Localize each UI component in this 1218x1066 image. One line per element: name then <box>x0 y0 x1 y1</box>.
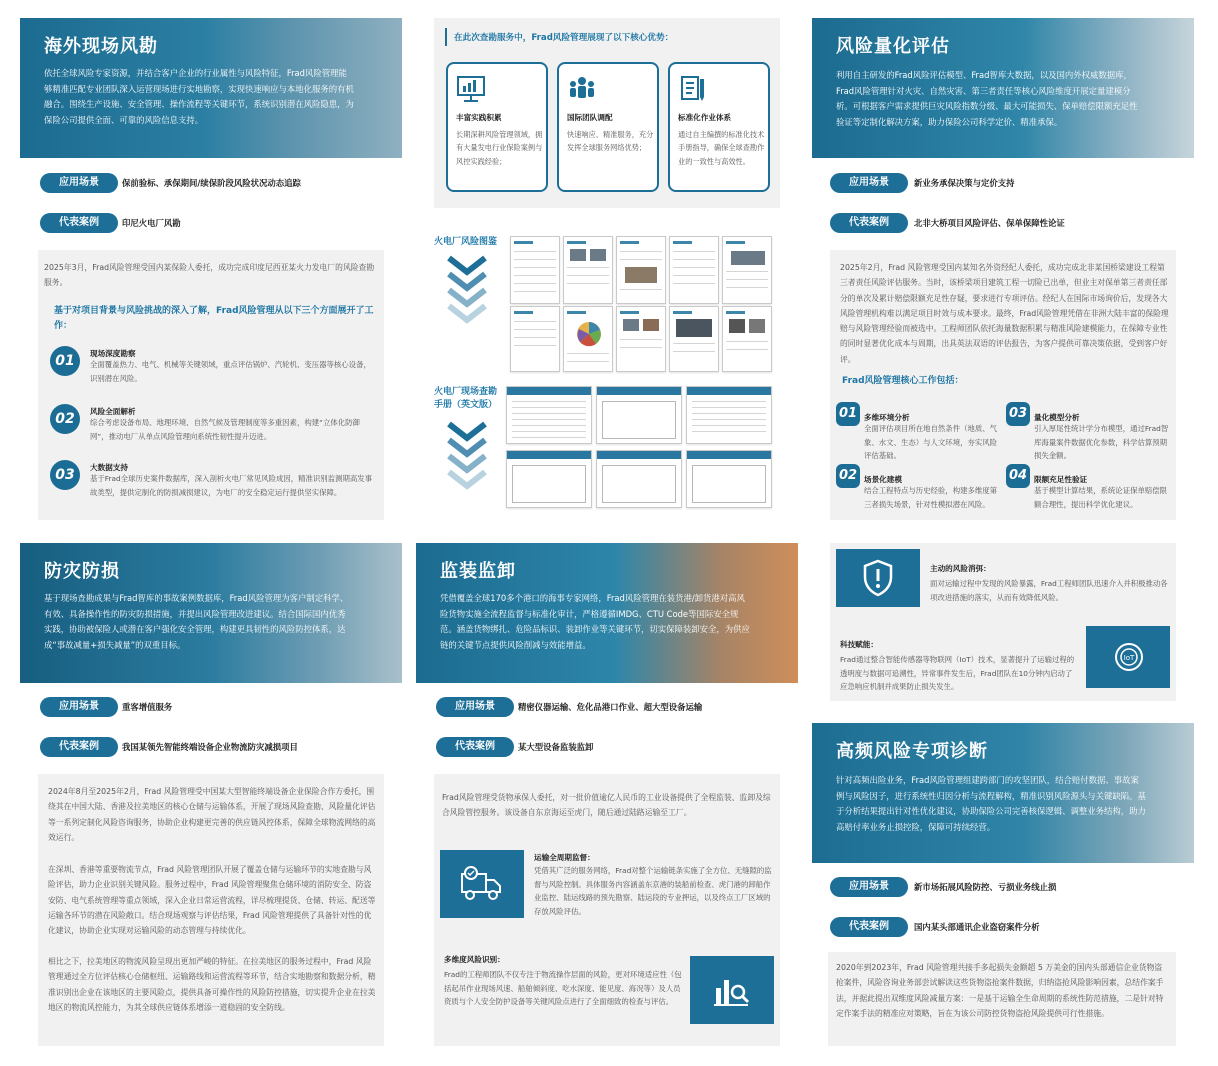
scene-text: 精密仪器运输、危化品港口作业、超大型设备运输 <box>518 702 703 712</box>
case-intro: 2025年3月，Frad风险管理受国内某保险人委托，成功完成印度尼西亚某火力发电厂的风险查勘服务。 <box>44 263 375 288</box>
highfreq-desc: 针对高频出险业务，Frad风险管理组建跨部门的攻坚团队，结合赔付数据、事故案例与风险因子，进行系统性归因分析与流程解构，精准识别风险源头与关键缺陷。基于分析结果提出针对性优化建议，协助保险公司完善核保逻辑、调整业务结构，助力高赔付率业务止损控险，保障可持续经营。 <box>836 775 1146 832</box>
doc-page-thumbnail <box>510 236 560 304</box>
chart-search-icon <box>712 972 752 1008</box>
step-title: 量化模型分析 <box>1034 413 1080 422</box>
case-paragraph: 2020年到2023年，Frad 风险管理共接手多起损失金额超 5 万美金的国内头部通信企业货物盗抢案件，风险咨询业务部尝试解读这些货物盗抢案件数据，归纳盗抢风险影响因素，总结作案手法，并据此提出双维度风险减量方案：一是基于运输全生命周期的系统性防范措施，二是针对特定作案手法的精准应对策略，旨在为该公司防控货物盗抢风险提供可行性措施。 <box>836 963 1164 1018</box>
case-intro: Frad风险管理受货物承保人委托，对一批价值逾亿人民币的工业设备提供了全程监装、监卸及综合风险管控服务。该设备自东京海运至虎门，随后通过陆路运输至工厂。 <box>442 793 771 818</box>
chart-search-icon-box <box>690 956 774 1024</box>
block-desc: Frad通过整合智能传感器等物联网（IoT）技术，显著提升了运输过程的透明度与数据可追溯性，异常事件发生后，Frad团队在10分钟内启动了应急响应机制并成果防止损失发生。 <box>840 655 1075 691</box>
case-text: 北非大桥项目风险评估、保单保障性论证 <box>914 218 1065 228</box>
supervision-title: 监装监卸 <box>440 561 516 582</box>
highfreq-title: 高频风险专项诊断 <box>836 741 988 762</box>
block-desc: 面对运输过程中发现的风险暴露，Frad工程师团队迅速介入并积极推动各项改进措施的落实，从而有效降低风险。 <box>930 579 1168 602</box>
step-title: 大数据支持 <box>90 463 128 472</box>
doc-page-thumbnail <box>722 306 772 372</box>
step-desc: 基于模型计算结果，系统论证保单赔偿限额合理性，提出科学优化建议。 <box>1034 486 1168 509</box>
svg-text:IoT: IoT <box>1123 654 1135 662</box>
case-pill: 代表案例 <box>40 213 118 233</box>
truck-icon-box <box>440 850 524 918</box>
chart-board-icon <box>456 74 486 104</box>
work-heading: 基于对项目背景与风险挑战的深入了解，Frad风险管理从以下三个方面展开了工作： <box>54 306 374 331</box>
doc-label: 火电厂风险图鉴 <box>434 237 498 247</box>
case-text: 印尼火电厂风勘 <box>122 218 181 228</box>
doc-page-thumbnail <box>722 236 772 304</box>
doc-page-thumbnail <box>563 236 613 304</box>
disaster-case-panel <box>38 774 384 1046</box>
disaster-hero <box>20 543 402 683</box>
case-pill: 代表案例 <box>830 213 908 233</box>
supervision-case-panel <box>434 774 780 1046</box>
doc-label: 手册（英文版） <box>434 400 498 410</box>
step-number: 02 <box>836 464 860 488</box>
card-title: 国际团队调配 <box>567 113 613 122</box>
tech-panel <box>830 543 1176 701</box>
advantages-heading: 在此次查勘服务中，Frad风险管理展现了以下核心优势： <box>454 33 674 43</box>
accent-bar <box>445 28 447 46</box>
doc-showcase-1 <box>430 232 782 372</box>
overseas-desc: 依托全球风险专家资源，并结合客户企业的行业属性与风险特征，Frad风险管理能够精准匹配专业团队深入运营现场进行实地勘察，实现快速响应与本地化服务的有机融合。围绕生产设施、安全管理、操作流程等关键环节，系统识别潜在风险隐患，为保险公司提供全面、可靠的风险信息支持。 <box>44 68 354 125</box>
case-text: 国内某头部通讯企业盗窃案件分析 <box>914 922 1040 932</box>
chevron-down-icon <box>446 420 488 490</box>
block-desc: Frad的工程师团队不仅专注于物流操作层面的风险，更对环境适应性（包括起吊作业现场风速、船舶倾斜度、吃水深度、能见度、海况等）及人员资质与个人安全防护设备等关键风险点进行了全面细致的检查与评估。 <box>444 970 682 1006</box>
step-title: 风险全面解析 <box>90 407 136 416</box>
card-desc: 通过自主编撰的标准化技术手册指导，确保全球查勘作业的一致性与高效性。 <box>678 130 765 166</box>
scene-pill: 应用场景 <box>40 173 118 193</box>
block-title: 科技赋能： <box>840 640 878 649</box>
case-text: 某大型设备监装监卸 <box>518 742 594 752</box>
pie-chart-icon <box>576 321 602 347</box>
doc-page-thumbnail <box>616 236 666 304</box>
overseas-hero <box>20 18 402 158</box>
case-intro: 2025年2月，Frad 风险管理受国内某知名外资经纪人委托，成功完成北非某国桥梁建设工程第三者责任风险评估服务。当时，该桥梁项目建筑工程一切险已出单，但业主对保单第三者责任部分的单次及累计赔偿限额充足性存疑，要求进行专项评估。经纪人在国际市场询价后，发现各大风险管理机构难以满足项目时效与成本要求。最终，Frad风险管理凭借在非洲大陆丰富的保险理赔与风险管理经验而被选中。工程师团队依托海量数据积累与精准风险建模能力，在保障专业性的同时显著优化成本与周期，出具英法双语的评估报告，为客户提供可靠决策依据，受到客户好评。 <box>840 263 1169 364</box>
step-desc: 全面覆盖热力、电气、机械等关键领域，重点评估锅炉、汽轮机、变压器等核心设备，识别潜在风险。 <box>90 360 371 383</box>
manual-page-thumbnail <box>596 386 682 444</box>
doc-showcase-2 <box>430 384 782 512</box>
advantage-card <box>446 62 548 192</box>
iot-icon-box <box>1086 626 1170 688</box>
doc-page-thumbnail <box>669 306 719 372</box>
doc-label: 火电厂现场查勘 <box>434 387 498 397</box>
scene-text: 新业务承保决策与定价支持 <box>914 178 1015 188</box>
case-paragraph: 相比之下，拉美地区的物流风险呈现出更加严峻的特征。在拉美地区的服务过程中，Frad 风险管理通过全方位评估核心仓储枢纽、运输路线和运营流程等环节，结合实地勘察和数据分析，精准识别出企业在该地区的主要风险点，提供具备可操作性的风险防控措施，切实提升企业在拉美地区的物流风控能力，为其全球供应链体系增添一道稳固的安全防线。 <box>48 957 376 1012</box>
quant-case-panel <box>830 250 1176 520</box>
card-desc: 快速响应、精准服务，充分发挥全球服务网络优势； <box>567 130 654 153</box>
step-title: 场景化建模 <box>864 475 902 484</box>
advantage-card <box>668 62 770 192</box>
quant-desc: 利用自主研发的Frad风险评估模型、Frad智库大数据，以及国内外权威数据库，Frad风险管理针对火灾、自然灾害、第三者责任等核心风险维度开展定量建模分析。可根据客户需求提供巨灾风险指数分级、最大可能损失、保单赔偿限额充足性验证等定制化解决方案，助力保险公司科学定价、精准承保。 <box>836 70 1138 127</box>
advantages-panel <box>434 18 780 208</box>
doc-page-thumbnail <box>669 236 719 304</box>
manual-page-thumbnail <box>686 450 772 508</box>
overseas-title: 海外现场风勘 <box>44 36 158 57</box>
work-heading: Frad风险管理核心工作包括： <box>842 376 964 386</box>
step-title: 现场深度勘察 <box>90 349 136 358</box>
step-number: 03 <box>50 460 80 490</box>
step-desc: 综合考虑设备布局、地理环境、自然气候及管理制度等多重因素，构建“立体化防御网”，推动电厂从单点风险管理向系统性韧性提升迈进。 <box>90 418 360 441</box>
highfreq-case-panel <box>828 952 1176 1046</box>
step-desc: 全面评估项目所在地自然条件（地质、气象、水文、生态）与人文环境，夯实风险评估基础。 <box>864 424 998 460</box>
scene-pill: 应用场景 <box>830 173 908 193</box>
step-desc: 结合工程特点与历史经验，构建多维度第三者损失场景，针对性模拟潜在风险。 <box>864 486 998 509</box>
card-title: 丰富实践积累 <box>456 113 502 122</box>
disaster-title: 防灾防损 <box>44 561 120 582</box>
case-pill: 代表案例 <box>830 917 908 937</box>
case-text: 我国某领先智能终端设备企业物流防灾减损项目 <box>122 742 298 752</box>
step-title: 多维环境分析 <box>864 413 910 422</box>
scene-pill: 应用场景 <box>436 697 514 717</box>
highfreq-hero <box>812 723 1194 863</box>
quant-hero <box>812 18 1194 158</box>
card-desc: 长期深耕风险管理领域，拥有大量发电行业保险案例与风控实践经验； <box>456 130 543 166</box>
supervision-hero <box>416 543 798 683</box>
manual-page-thumbnail <box>506 450 592 508</box>
card-title: 标准化作业体系 <box>678 113 732 122</box>
quant-title: 风险量化评估 <box>836 36 950 57</box>
step-number: 01 <box>836 402 860 426</box>
step-number: 04 <box>1006 464 1030 488</box>
scene-text: 保前验标、承保期间/续保阶段风险状况动态追踪 <box>122 178 301 188</box>
advantage-card <box>557 62 659 192</box>
supervision-desc: 凭借覆盖全球170多个港口的海事专家网络，Frad风险管理在装货港/卸货港对高风险货物实施全流程监督与标准化审计，严格遵循IMDG、CTU Code等国际安全规范。涵盖货物绑扎、危险品标识、装卸作业等关键环节，切实保障装卸安全，为供应链的关键节点提供风险削减与效能增益。 <box>440 593 750 650</box>
case-paragraph: 2024年8月至2025年2月，Frad 风险管理受中国某大型智能终端设备企业保险合作方委托，围绕其在中国大陆、香港及拉美地区的核心仓储与运输体系，开展了现场风险查勘、风险量化评估等一系列定制化风险咨询服务，协助企业构建更完善的供应链风控体系，保障全球物流网络的高效运行。 <box>48 787 376 842</box>
manual-page-thumbnail <box>686 386 772 444</box>
scene-text: 新市场拓展风险防控、亏损业务线止损 <box>914 882 1057 892</box>
case-pill: 代表案例 <box>40 737 118 757</box>
case-paragraph: 在深圳、香港等重要物流节点，Frad 风险管理团队开展了覆盖仓储与运输环节的实地查勘与风险评估，助力企业识别关键风险。服务过程中，Frad 风险管理聚焦仓储环境的消防安全、防盗安防、电气系统管理等重点领域，深入企业日常运营流程，详尽梳理提货、仓储、转运、配送等运输各环节的潜在风险敞口。结合现场观察与评估结果，Frad 风险管理提供了具备针对性的优化建议，协助企业实现对运输风险的动态管理与持续优化。 <box>48 865 376 936</box>
step-desc: 引入厚尾性统计学分布模型，通过Frad智库海量案件数据优化参数，科学估算预期损失金额。 <box>1034 424 1169 460</box>
disaster-desc: 基于现场查勘成果与Frad智库的事故案例数据库，Frad风险管理为客户制定科学、有效、具备操作性的防灾防损措施，并提出风险管理改进建议。结合国际国内优秀实践，协助被保险人或潜在客户强化安全管理，构建更具韧性的风险防控体系，达成“事故减量+损失减量”的双重目标。 <box>44 593 349 650</box>
manual-page-thumbnail <box>506 386 592 444</box>
overseas-case-panel <box>38 250 384 520</box>
case-pill: 代表案例 <box>436 737 514 757</box>
doc-page-thumbnail <box>616 306 666 372</box>
shield-icon-box <box>836 549 920 607</box>
scene-text: 重客增值服务 <box>122 702 173 712</box>
block-title: 运输全周期监督： <box>534 853 595 862</box>
step-number: 02 <box>50 404 80 434</box>
truck-icon <box>460 866 504 902</box>
block-title: 多维度风险识别： <box>444 955 505 964</box>
scene-pill: 应用场景 <box>40 697 118 717</box>
chevron-down-icon <box>446 254 488 324</box>
doc-page-thumbnail <box>563 306 613 372</box>
doc-page-thumbnail <box>510 306 560 372</box>
iot-icon <box>1112 640 1146 674</box>
step-title: 限额充足性验证 <box>1034 475 1088 484</box>
shield-alert-icon <box>862 559 894 597</box>
step-number: 01 <box>50 346 80 376</box>
block-title: 主动的风险消弭： <box>930 564 991 573</box>
step-number: 03 <box>1006 402 1030 426</box>
document-pen-icon <box>678 74 708 104</box>
scene-pill: 应用场景 <box>830 877 908 897</box>
team-icon <box>567 74 597 104</box>
step-desc: 基于Frad全球历史案件数据库，深入剖析火电厂常见风险成因，精准识别监测期高发事故类型，提供定制化的防损减损建议，为电厂的安全稳定运行提供坚实保障。 <box>90 474 373 497</box>
manual-page-thumbnail <box>596 450 682 508</box>
block-desc: 凭借其广泛的服务网络，Frad对整个运输链条实施了全方位、无缝隙的监督与风险控制。具体服务内容涵盖东京港的装船前检查、虎门港的卸船作业监控、陆运线路的预先勘察、陆运段的专业押运，以及终点工厂区域的存放风险评估。 <box>534 866 772 916</box>
